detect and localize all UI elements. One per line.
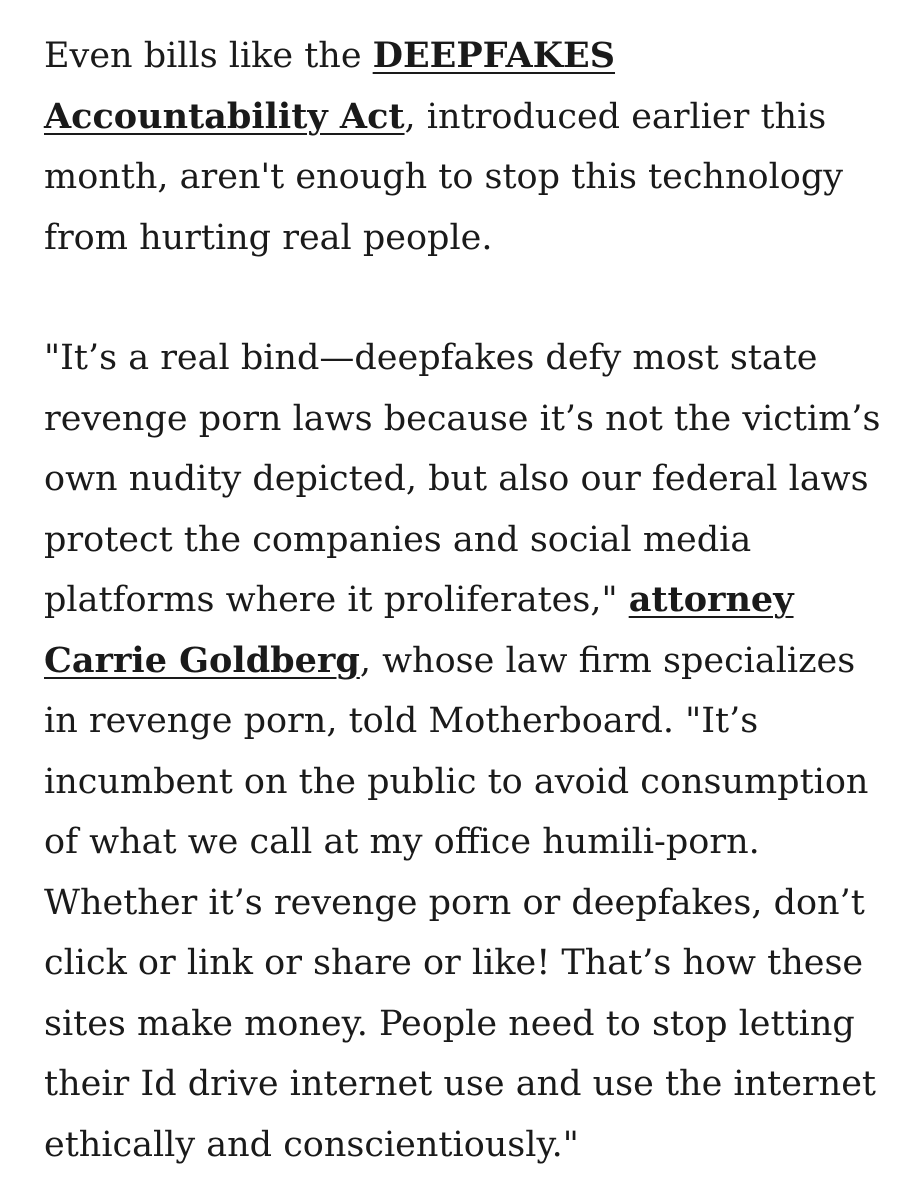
quote-text: "It’s a real bind—deepfakes defy most state revenge porn laws because it’s not the victim’s own nudity depicted, but also our federal laws protect the companies and social media platforms where it proliferates,": [44, 338, 881, 620]
article-body: [44, 26, 894, 1175]
paragraph-text: , introduced earlier this month, aren't enough to stop this technology from hurting real people.: [44, 96, 844, 258]
paragraph-text: Even bills like the: [44, 36, 373, 76]
deepfakes-act-link[interactable]: DEEPFAKES Accountability Act: [44, 35, 616, 137]
paragraph-quote: [44, 328, 894, 1175]
quote-text: , whose law firm specializes in revenge porn, told Motherboard. "It’s incumbent on the public to avoid consumption of what we call at my office humili-porn. Whether it’s revenge porn or deepfakes, don’t click or link or share or like! That’s how these sites make money. People need to stop letting their Id drive internet use and use the internet ethically and conscientiously.": [44, 640, 876, 1165]
paragraph-bills: [44, 26, 894, 268]
attorney-link[interactable]: attorney Carrie Goldberg: [44, 579, 794, 681]
